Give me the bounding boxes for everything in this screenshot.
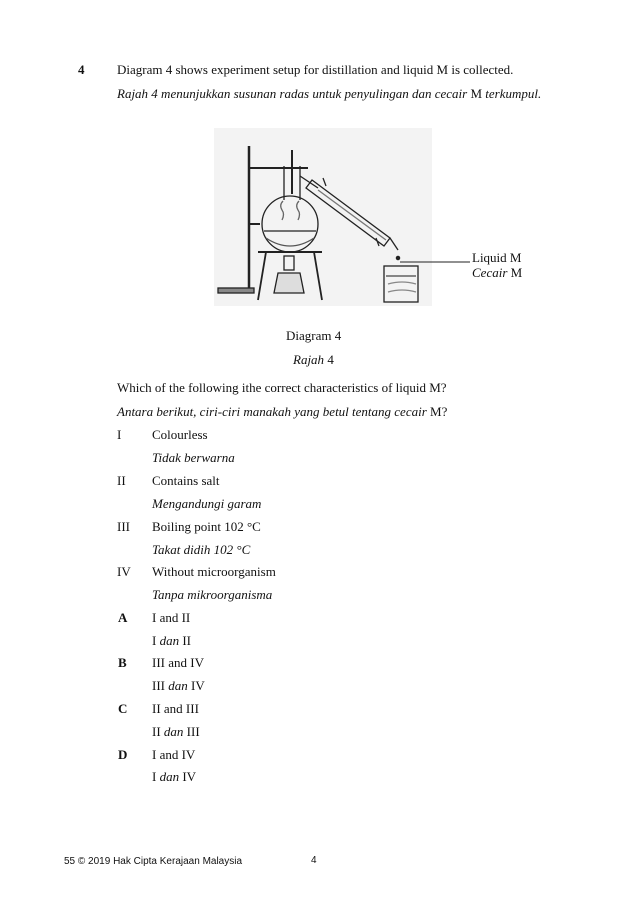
footer-copyright: 55 © 2019 Hak Cipta Kerajaan Malaysia bbox=[64, 856, 243, 867]
question-stem-ms bbox=[117, 86, 541, 102]
liquid-m-label-ms bbox=[472, 265, 522, 281]
liquid-m-label-ms-word: Cecair bbox=[472, 265, 508, 280]
option-ms-dan: dan bbox=[168, 678, 188, 693]
statement-ms: Tidak berwarna bbox=[152, 450, 235, 465]
question-stem-en: Diagram 4 shows experiment setup for distillation and liquid M is collected. bbox=[117, 62, 514, 77]
option-ms-dan: dan bbox=[163, 724, 184, 739]
option-ms bbox=[152, 724, 200, 740]
statement-en: Boiling point 102 °C bbox=[152, 519, 261, 534]
statement-num: III bbox=[117, 519, 130, 534]
option-en: I and IV bbox=[152, 747, 196, 762]
question-stem-ms-tail: terkumpul. bbox=[485, 86, 542, 101]
option-ms-a: I bbox=[152, 769, 157, 784]
statement-num: IV bbox=[117, 564, 131, 579]
option-ms bbox=[152, 678, 205, 694]
option-ms-b: IV bbox=[182, 769, 197, 784]
option-ms-a: II bbox=[152, 724, 161, 739]
option-en: III and IV bbox=[152, 655, 204, 670]
statement-en: Contains salt bbox=[152, 473, 220, 488]
statement-en: Colourless bbox=[152, 427, 208, 442]
option-ms-b: III bbox=[186, 724, 200, 739]
prompt-en: Which of the following ithe correct characteristics of liquid M? bbox=[117, 380, 447, 395]
question-stem-ms-text: Rajah 4 menunjukkan susunan radas untuk penyulingan dan cecair bbox=[117, 86, 468, 101]
option-letter: A bbox=[118, 610, 128, 625]
option-ms-b: IV bbox=[191, 678, 205, 693]
prompt-ms-tail: M? bbox=[430, 404, 448, 419]
statement-ms: Takat didih 102 °C bbox=[152, 542, 251, 557]
diagram-caption-ms-num: 4 bbox=[327, 352, 334, 367]
question-stem-ms-m: M bbox=[470, 86, 483, 101]
diagram-caption-ms bbox=[293, 352, 334, 368]
statement-num: II bbox=[117, 473, 126, 488]
option-en: II and III bbox=[152, 701, 199, 716]
option-letter: D bbox=[118, 747, 128, 762]
bunsen-burner bbox=[274, 273, 304, 293]
prompt-ms bbox=[117, 404, 447, 420]
option-ms bbox=[152, 633, 191, 649]
statement-num: I bbox=[117, 427, 122, 442]
diagram-background bbox=[214, 128, 432, 306]
option-en: I and II bbox=[152, 610, 191, 625]
option-ms-dan: dan bbox=[159, 633, 180, 648]
liquid-m-label-en: Liquid M bbox=[472, 250, 522, 265]
diagram-caption-ms-word: Rajah bbox=[293, 352, 325, 367]
statement-ms: Tanpa mikroorganisma bbox=[152, 587, 273, 602]
option-ms-dan: dan bbox=[159, 769, 180, 784]
distillation-diagram bbox=[200, 128, 530, 308]
statement-en: Without microorganism bbox=[152, 564, 276, 579]
question-number: 4 bbox=[78, 62, 85, 77]
option-ms-b: II bbox=[182, 633, 192, 648]
drip bbox=[396, 256, 399, 259]
stand-base bbox=[218, 288, 254, 293]
option-ms bbox=[152, 769, 196, 785]
option-ms-a: III bbox=[152, 678, 165, 693]
prompt-ms-text: Antara berikut, ciri-ciri manakah yang betul tentang cecair bbox=[117, 404, 427, 419]
option-ms-a: I bbox=[152, 633, 157, 648]
option-letter: B bbox=[118, 655, 127, 670]
liquid-m-label-ms-m: M bbox=[510, 265, 523, 280]
footer-page-number: 4 bbox=[311, 855, 317, 866]
statement-ms: Mengandungi garam bbox=[152, 496, 262, 511]
option-letter: C bbox=[118, 701, 128, 716]
diagram-caption-en: Diagram 4 bbox=[286, 328, 342, 343]
